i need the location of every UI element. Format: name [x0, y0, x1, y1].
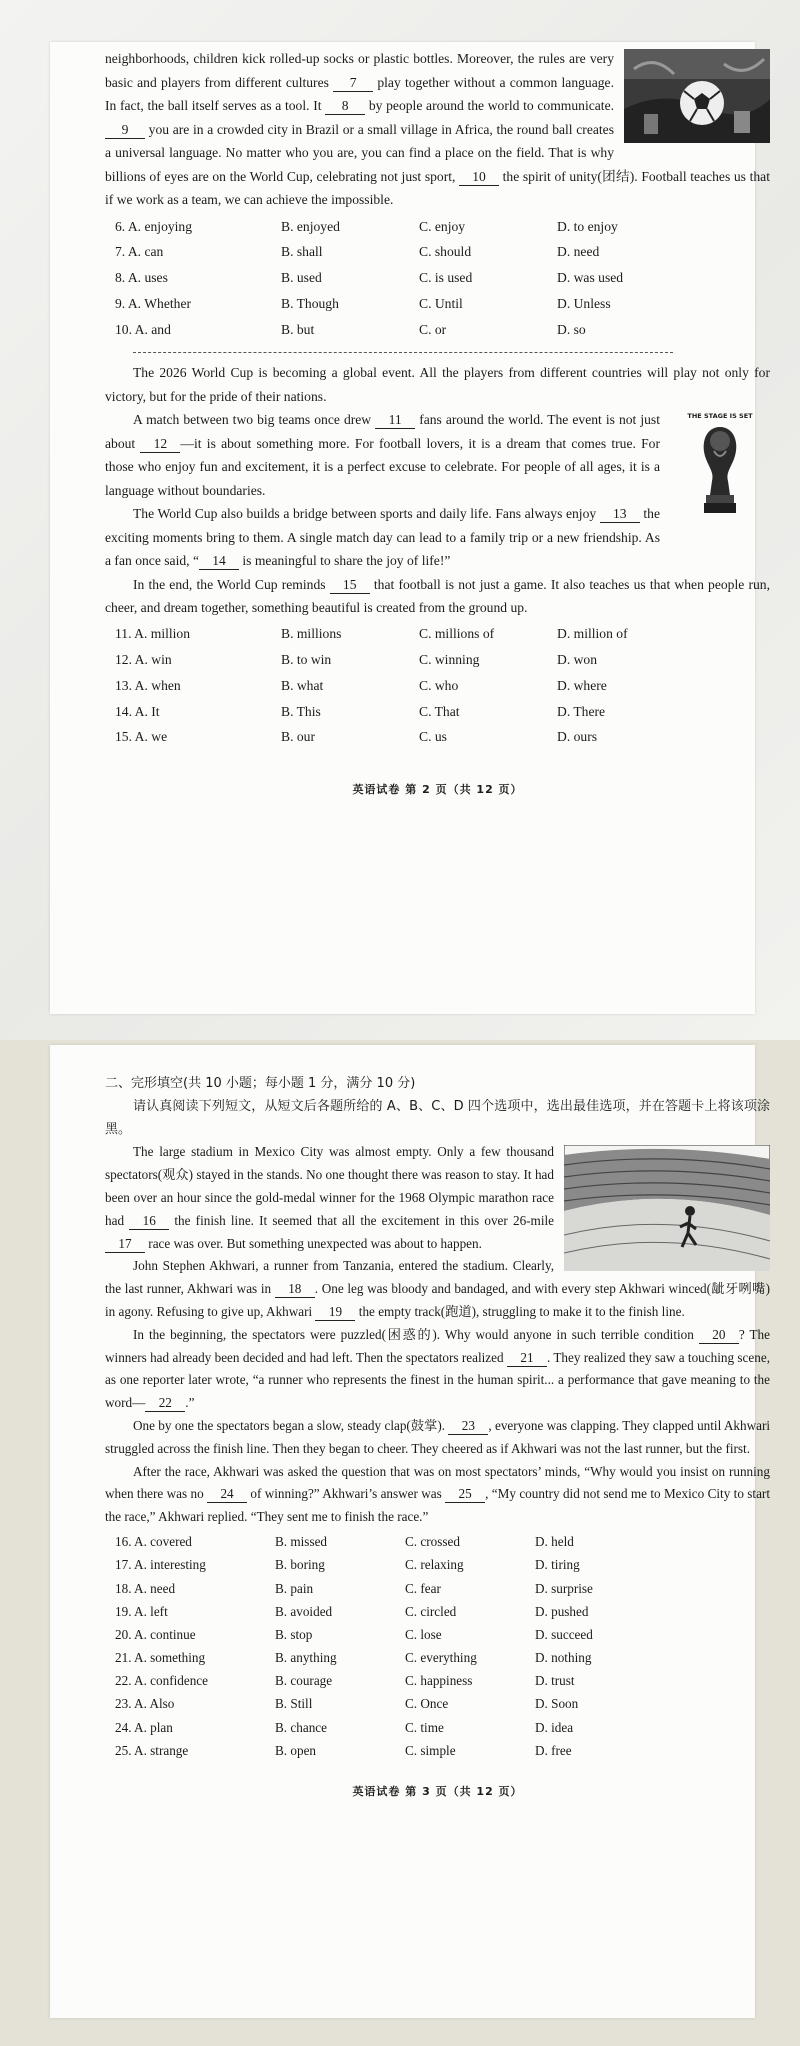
exam-page-3 — [50, 1045, 771, 2018]
options-11-15 — [115, 621, 697, 750]
passage-c-para-3: In the beginning, the spectators were puzzled(困惑的). Why would anyone in such terrible condition 20 ? The winners had already been decided and had left. Then the spectators realized 21 . They realized they saw a touching scene, as one reporter later wrote, “a runner who represents the finest in the human spirit... a performance that gave meaning to the word— 22 .” — [105, 1326, 770, 1411]
passage-c-para-5: After the race, Akhwari was asked the question that was on most spectators’ minds, “Why would you insist on running when there was no 24 of winning?” Akhwari’s answer was 25 , “My country did not send me to Mexico City to start the race,” Akhwari replied. “They sent me to finish the race.” — [105, 1463, 770, 1525]
page-footer: 英语试卷 第 3 页（共 12 页） — [352, 1784, 523, 1798]
option-row: 25. A. strange B. open C. simple D. free — [115, 1742, 572, 1758]
page-2-content — [105, 47, 770, 801]
stadium-image — [564, 1145, 770, 1271]
passage-c-para-4: One by one the spectators began a slow, steady clap(鼓掌). 23 , everyone was clapping. They clapped until Akhwari struggled across the finish line. Then they began to cheer. They cheered as if Akhwari was not the last runner, but the first. — [105, 1417, 771, 1456]
instructions: 请认真阅读下列短文，从短文后各题所给的 A、B、C、D 四个选项中，选出最佳选项，并在答题卡上将该项涂黑。 — [105, 1098, 770, 1137]
option-row: 7. A. can B. shall C. should D. need — [115, 244, 600, 260]
football-photo-icon — [624, 49, 770, 143]
option-row: 6. A. enjoying B. enjoyed C. enjoy D. to enjoy — [115, 218, 618, 234]
trophy-caption: THE STAGE IS SET — [687, 412, 753, 421]
dashed-divider — [133, 352, 673, 353]
option-row: 13. A. when B. what C. who D. where — [115, 677, 607, 693]
page-3-content — [105, 1073, 770, 1804]
trophy-image — [670, 412, 770, 524]
option-row: 19. A. left B. avoided C. circled D. pushed — [115, 1603, 589, 1619]
world-cup-trophy-icon — [670, 421, 770, 521]
football-image — [624, 49, 770, 143]
option-row: 14. A. It B. This C. That D. There — [115, 703, 606, 719]
option-row: 8. A. uses B. used C. is used D. was used — [115, 270, 624, 286]
option-row: 15. A. we B. our C. us D. ours — [115, 729, 598, 745]
passage-b-para-3: The World Cup also builds a bridge between sports and daily life. Fans always enjoy 13 the exciting moments bring to them. A single match day can lead to a family trip or a new friendship. As a fan once said, “ 14 is meaningful to share the joy of life!” — [105, 506, 660, 569]
option-row: 11. A. million B. millions C. millions of D. million of — [115, 626, 628, 642]
options-16-25 — [115, 1531, 675, 1763]
section-title: 二、完形填空(共 10 小题；每小题 1 分，满分 10 分) — [105, 1076, 416, 1091]
passage-b-para-4: In the end, the World Cup reminds 15 that football is not just a game. It also teaches us that when people run, cheer, and dream together, something beautiful is created from the ground up. — [105, 576, 770, 616]
option-row: 9. A. Whether B. Though C. Until D. Unless — [115, 296, 611, 312]
page-footer: 英语试卷 第 2 页（共 12 页） — [352, 782, 523, 796]
passage-c-para-1: The large stadium in Mexico City was almost empty. Only a few thousand spectators(观众) stayed in the stands. No one thought there was reason to stay. It had been over an hour since the gold-medal winner for the 1968 Olympic marathon race had 16 the finish line. It seemed that all the excitement in this over 26-mile17 race was over. But something unexpected was about to happen. — [105, 1144, 554, 1251]
passage-c-para-2: John Stephen Akhwari, a runner from Tanzania, entered the stadium. Clearly, the last runner, Akhwari was in 18 . One leg was bloody and bandaged, and with every step Akhwari winced(龇牙咧嘴) in agony. Refusing to give up, Akhwari 19 the empty track(跑道), struggling to make it to the finish line. — [105, 1258, 770, 1319]
passage-b-para-1: The 2026 World Cup is becoming a global event. All the players from different countries will play not only for victory, but for the pride of their nations. — [105, 365, 770, 404]
options-6-10 — [115, 214, 697, 343]
stadium-runner-icon — [564, 1145, 770, 1271]
option-row: 24. A. plan B. chance C. time D. idea — [115, 1719, 574, 1735]
option-row: 21. A. something B. anything C. everything D. nothing — [115, 1650, 592, 1666]
passage-a: neighborhoods, children kick rolled-up socks or plastic bottles. Moreover, the rules are very basic and players from different cultures 7 play together without a common language. In fact, the ball itself serves as a tool. It 8 by people around the world to communicate. 9 you are in a crowded city in Brazil or a small village in Africa, the round ball creates a universal language. No matter who you are, you can find a place on the field. That is why billions of eyes are on the World Cup, celebrating not just sport, 10 the spirit of unity(团结). Football teaches us that if we work as a team, we can achieve the impossible. — [105, 51, 770, 207]
option-row: 16. A. covered B. missed C. crossed D. held — [115, 1534, 574, 1550]
exam-page-2 — [50, 42, 770, 1014]
option-row: 12. A. win B. to win C. winning D. won — [115, 651, 598, 667]
passage-b-para-2: A match between two big teams once drew 11 fans around the world. The event is not just about 12 —it is about something more. For football lovers, it is a dream that comes true. For those who enjoy fun and excitement, it is a perfect excuse to celebrate. For people of all ages, it is a language without boundaries. — [105, 412, 660, 498]
option-row: 10. A. and B. but C. or D. so — [115, 321, 586, 337]
option-row: 23. A. Also B. Still C. Once D. Soon — [115, 1696, 579, 1712]
option-row: 18. A. need B. pain C. fear D. surprise — [115, 1580, 593, 1596]
option-row: 20. A. continue B. stop C. lose D. succeed — [115, 1626, 593, 1642]
option-row: 22. A. confidence B. courage C. happiness D. trust — [115, 1673, 575, 1689]
option-row: 17. A. interesting B. boring C. relaxing D. tiring — [115, 1557, 580, 1573]
